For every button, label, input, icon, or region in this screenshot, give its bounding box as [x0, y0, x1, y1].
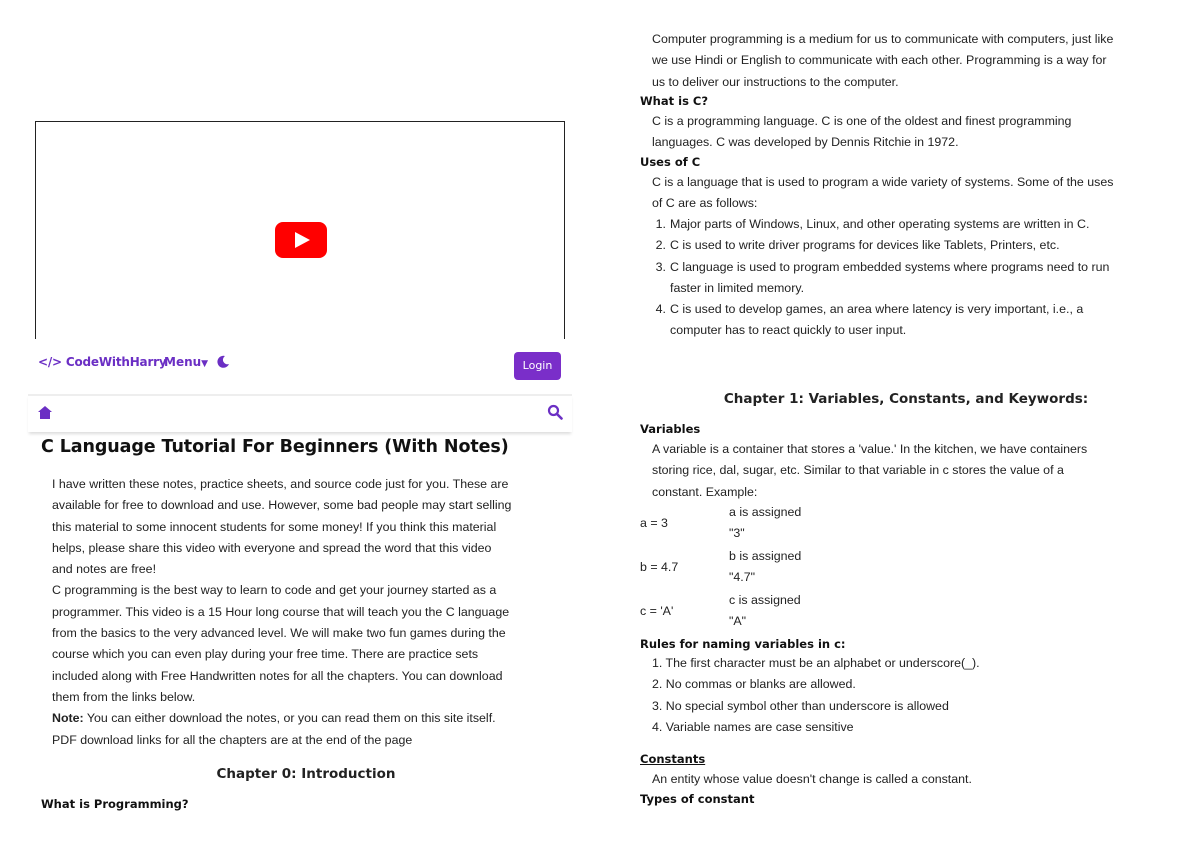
what-is-c-heading: What is C?: [640, 94, 709, 108]
text-line: C is a programming language. C is one of the oldest and finest programming: [652, 114, 1072, 128]
text-line: I have written these notes, practice sheets, and source code just for you. These are: [52, 477, 509, 491]
text-line: A variable is a container that stores a 'value.' In the kitchen, we have containers: [652, 442, 1088, 456]
example-description: c is assigned: [729, 593, 801, 607]
constants-heading: Constants: [640, 752, 706, 766]
code-icon: </>: [38, 355, 62, 369]
list-item: 2. No commas or blanks are allowed.: [652, 677, 856, 692]
sub-navbar: [28, 394, 572, 432]
example-expression: b = 4.7: [640, 560, 679, 574]
text-line: course which you can even play during your free time. There are practice sets: [52, 647, 479, 662]
list-item: 4. Variable names are case sensitive: [652, 719, 854, 734]
examples-table: [640, 505, 940, 637]
intro-paragraph-1: [52, 474, 572, 580]
text-line: this material to some innocent students for some money! If you think this material: [52, 519, 497, 534]
brand-name: CodeWithHarry: [65, 355, 167, 369]
text-line: languages. C was developed by Dennis Ritchie in 1972.: [652, 135, 959, 150]
example-expression: a = 3: [640, 516, 668, 530]
chapter1-title: Chapter 1: Variables, Constants, and Keywords:: [723, 391, 1089, 407]
text-line: us to deliver our instructions to the computer.: [652, 74, 899, 89]
list-text: C is used to write driver programs for devices like Tablets, Printers, etc.: [670, 238, 1060, 253]
note-text: You can either download the notes, or you can read them on this site itself.: [83, 711, 496, 726]
example-value: "4.7": [729, 570, 756, 584]
types-of-constant-heading: Types of constant: [640, 792, 755, 806]
youtube-play-icon[interactable]: [275, 222, 327, 258]
list-item: [648, 235, 1178, 256]
uses-paragraph: [652, 172, 1182, 215]
table-row: [640, 549, 940, 593]
what-is-programming-heading: What is Programming?: [41, 797, 189, 811]
text-line: helps, please share this video with everyone and spread the word that this video: [52, 540, 492, 555]
list-item: [648, 299, 1178, 342]
text-line: storing rice, dal, sugar, etc. Similar to that variable in c stores the value of a: [652, 463, 1064, 478]
text-line: C programming is the best way to learn to code and get your journey started as a: [52, 583, 497, 598]
list-text: computer has to react quickly to user input.: [670, 323, 907, 338]
text-line: programmer. This video is a 15 Hour long course that will teach you the C language: [52, 604, 510, 619]
top-navbar: [28, 340, 572, 390]
list-item: 3. No special symbol other than underscore is allowed: [652, 698, 949, 713]
chevron-down-icon: ▼: [201, 359, 209, 369]
list-item: [648, 257, 1178, 300]
text-line: we use Hindi or English to communicate with each other. Programming is a way for: [652, 53, 1107, 68]
list-item: [648, 214, 1178, 235]
variables-paragraph: [652, 439, 1182, 503]
list-item: 1. The first character must be an alphabet or underscore(_).: [652, 656, 980, 670]
list-text: C language is used to program embedded systems where programs need to run: [670, 259, 1110, 274]
intro-text: [52, 474, 572, 751]
text-line: available for free to download and use. However, some bad people may start selling: [52, 498, 512, 513]
menu-label: Menu: [164, 355, 202, 369]
example-value: "3": [729, 526, 745, 540]
brand-logo[interactable]: [38, 355, 167, 369]
list-text: Major parts of Windows, Linux, and other operating systems are written in C.: [670, 217, 1090, 231]
uses-of-c-heading: Uses of C: [640, 155, 701, 169]
list-number: 3.: [655, 259, 666, 274]
note-label: Note:: [52, 711, 84, 726]
note-line: [52, 708, 572, 729]
uses-list: [648, 214, 1178, 342]
table-row: [640, 505, 940, 549]
table-row: [640, 593, 940, 637]
list-number: 4.: [655, 302, 666, 317]
home-icon[interactable]: [37, 405, 53, 420]
login-button[interactable]: Login: [514, 352, 561, 380]
constants-paragraph: An entity whose value doesn't change is called a constant.: [652, 772, 972, 786]
text-line: of C are as follows:: [652, 196, 758, 211]
note-line-2: PDF download links for all the chapters are at the end of the page: [52, 732, 413, 747]
rules-heading: Rules for naming variables in c:: [640, 637, 846, 651]
variables-heading: Variables: [640, 422, 701, 436]
page-title: C Language Tutorial For Beginners (With Notes): [41, 437, 509, 457]
list-text: faster in limited memory.: [670, 280, 805, 295]
theme-toggle-icon[interactable]: [216, 355, 230, 369]
example-expression: c = 'A': [640, 604, 674, 618]
text-line: them from the links below.: [52, 689, 196, 704]
text-line: C is a language that is used to program a wide variety of systems. Some of the uses: [652, 175, 1114, 189]
menu-dropdown[interactable]: [164, 355, 208, 369]
text-line: from the basics to the very advanced level. We will make two fun games during the: [52, 626, 506, 641]
what-is-c-paragraph: [652, 111, 1182, 154]
programming-paragraph: [652, 29, 1182, 93]
text-line: and notes are free!: [52, 562, 157, 577]
intro-paragraph-2: [52, 580, 572, 708]
example-description: a is assigned: [729, 505, 802, 519]
text-line: Computer programming is a medium for us to communicate with computers, just like: [652, 32, 1114, 46]
list-text: C is used to develop games, an area where latency is very important, i.e., a: [670, 302, 1084, 317]
rules-list: [652, 653, 1182, 738]
example-description: b is assigned: [729, 549, 802, 563]
text-line: included along with Free Handwritten notes for all the chapters. You can download: [52, 668, 503, 683]
example-value: "A": [729, 614, 747, 628]
list-number: 1.: [655, 217, 666, 231]
text-line: constant. Example:: [652, 484, 758, 499]
list-number: 2.: [655, 238, 666, 253]
chapter0-title: Chapter 0: Introduction: [216, 766, 396, 782]
search-icon[interactable]: [547, 404, 563, 420]
